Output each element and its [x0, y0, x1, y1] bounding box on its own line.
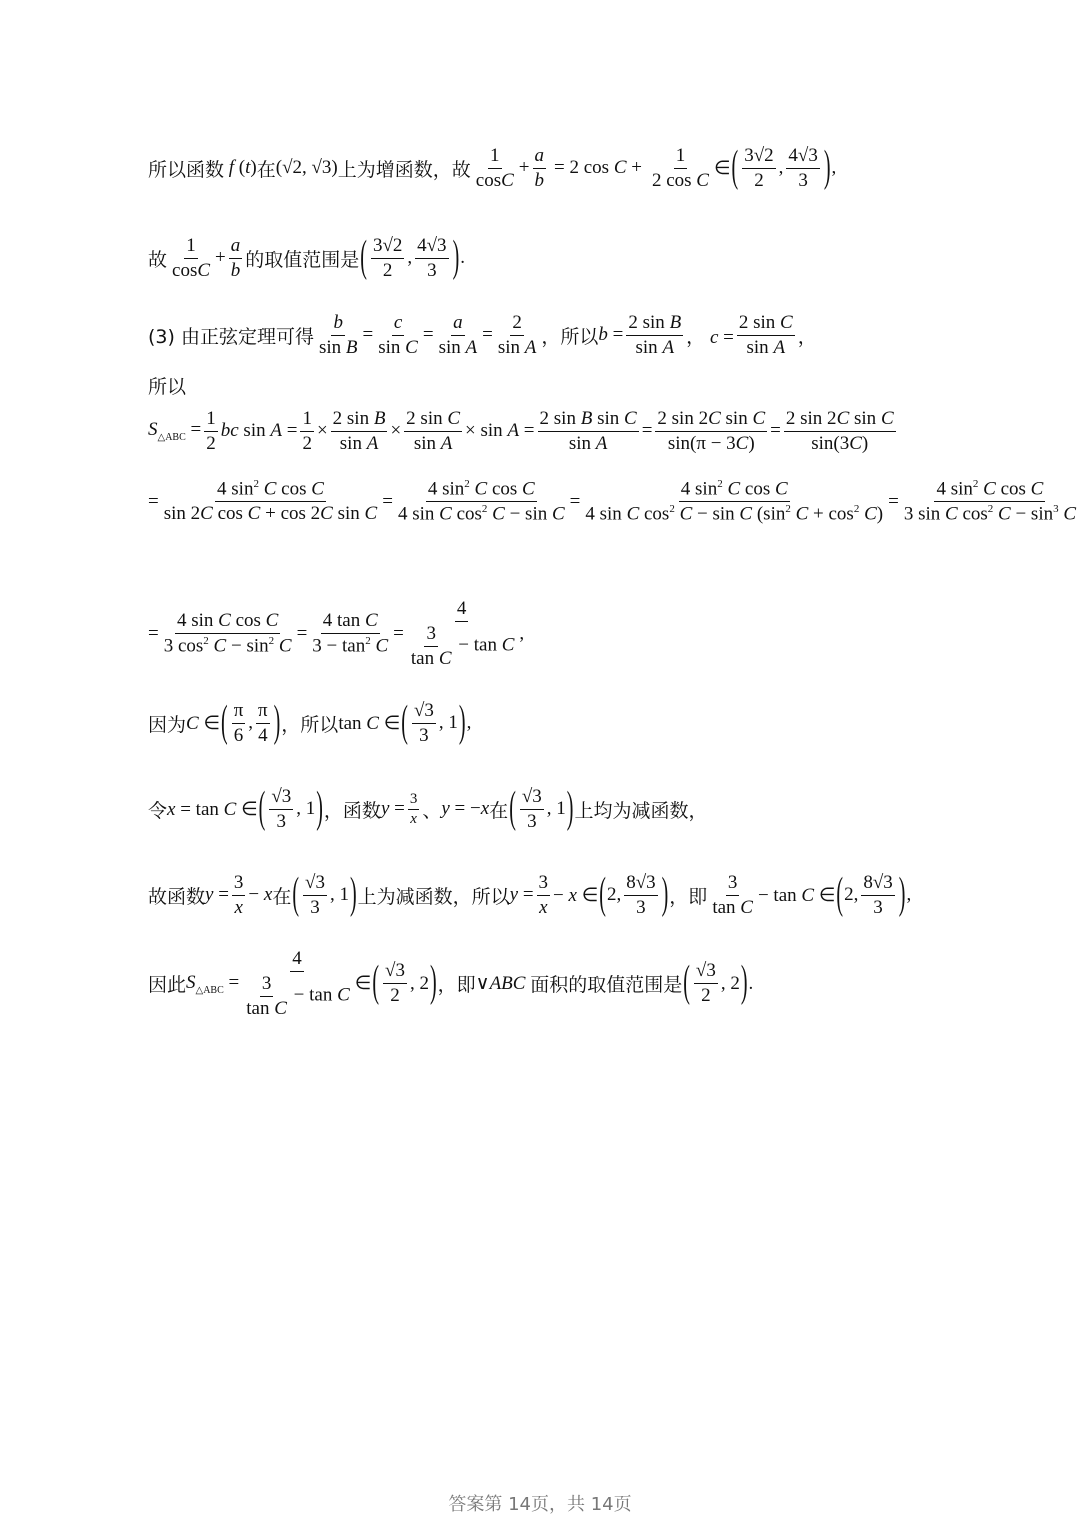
math-expr: ) [429, 958, 437, 1007]
math-expr: $S_{\triangle ABC}$ = [148, 419, 202, 444]
math-expr: 2, [606, 884, 622, 906]
math-expr: ) [566, 784, 574, 833]
text-segment: 故函数 [148, 885, 206, 908]
math-expr: × sin A = [465, 420, 535, 442]
math-expr: ) [273, 698, 281, 747]
math-expr: , [407, 247, 413, 269]
math-expr: y = [509, 884, 534, 906]
fraction: $\frac{√3}{3}$ [271, 786, 292, 832]
fraction: $\frac{1}{2}$ [206, 408, 216, 454]
math-expr: $S_{\triangle ABC}$ = [186, 971, 240, 996]
line-3 [148, 312, 817, 359]
math-expr: ( [372, 958, 380, 1007]
math-expr: ( [731, 143, 739, 192]
text-segment: ，函数 [323, 799, 381, 822]
math-expr: ， c = [686, 326, 734, 348]
line-10 [148, 872, 911, 919]
math-expr: , 1 [296, 798, 316, 820]
fraction: $\frac{\text{2 sin B}}{\text{sin A}}$ [628, 312, 682, 358]
fraction: $\frac{4 \sin^2 C \cos C}{4 \sin C \cos^2 C - \sin C}$ [397, 478, 565, 525]
math-expr: = [148, 622, 159, 644]
text-segment: ，所以 [281, 713, 339, 736]
text-segment: 的取值范围是 [245, 248, 360, 271]
page-footer: 答案第 14页，共 14页 [448, 1494, 632, 1515]
fraction: $\frac{\text{4 sin C cos C}}{3 \cos^2 C - \sin^2 C}$ [163, 610, 292, 657]
text-segment: ，即 [437, 974, 476, 997]
math-expr: t [245, 157, 251, 179]
math-expr: = [296, 622, 308, 644]
text-segment: 故 [148, 248, 168, 271]
math-expr: ( [836, 870, 844, 919]
math-expr: = [393, 622, 404, 644]
math-expr: = [569, 490, 581, 512]
math-expr: b [598, 324, 608, 346]
math-expr: . [748, 972, 754, 994]
fraction: 4 $\frac{3}{\text{tan C}}$ − tan C [246, 948, 350, 1019]
fraction: $\frac{\pi}{6}$ [233, 700, 244, 746]
text-segment: 上为增函数，故 [337, 158, 471, 181]
fraction: $\frac{√3}{3}$ [305, 872, 325, 918]
math-expr: , [831, 157, 837, 179]
line-2 [148, 235, 465, 282]
line-6 [148, 478, 1080, 525]
fraction: $\frac{1}{2}$ [302, 408, 312, 454]
math-expr: + [518, 157, 530, 179]
text-segment: 、 [422, 799, 442, 822]
fraction: $\frac{a}{b}$ [534, 145, 545, 191]
math-expr: , 2 [720, 972, 740, 994]
math-expr: − x ∈ [553, 884, 599, 906]
text-segment: 因为 [148, 713, 187, 736]
math-expr: ( [360, 233, 367, 282]
line-9 [148, 786, 707, 833]
math-expr: = [641, 420, 653, 442]
math-expr: ( [221, 698, 228, 747]
text-segment: 上为减函数，所以 [357, 885, 510, 908]
math-expr: ) [823, 143, 831, 192]
math-expr: ) [452, 233, 460, 282]
math-expr: ( [238, 157, 246, 179]
fraction: $\frac{\text{2 sin C}}{\text{sin A}}$ [738, 312, 793, 358]
fraction: $\frac{1}{\cos C}$ [172, 235, 211, 281]
math-expr: ( [292, 870, 300, 919]
text-segment: 在 [256, 158, 276, 181]
fraction: $\frac{\text{2 sin B sin C}}{\text{sin A}}$ [539, 408, 637, 454]
math-expr: ∈ [713, 157, 731, 179]
math-expr: , [248, 712, 254, 734]
text-segment: (3) 由正弦定理可得 [148, 325, 314, 348]
math-expr: y = [380, 798, 405, 820]
math-expr: y = −x [441, 798, 490, 820]
fraction: $\frac{8√3}{3}$ [863, 872, 893, 918]
math-expr: , [466, 712, 472, 734]
math-expr: , [778, 157, 784, 179]
math-expr: ) [250, 157, 257, 179]
fraction: $\frac{1}{\cos C}$ [475, 145, 514, 191]
math-expr: x = tan C ∈ [167, 798, 258, 820]
text-segment: 所以 [148, 376, 187, 398]
text-segment: 在 [489, 799, 509, 822]
fraction: $\frac{3√2}{2}$ [744, 145, 774, 191]
math-expr: × [390, 420, 402, 442]
fraction: $\frac{√3}{3}$ [413, 700, 434, 746]
fraction: $\frac{3}{x}$ [409, 790, 418, 827]
fraction: $\frac{√3}{2}$ [695, 960, 716, 1007]
math-expr: bc sin A = [220, 420, 298, 442]
line-11 [148, 948, 753, 1020]
text-segment: 因此 [148, 974, 187, 997]
fraction: $\frac{3}{\text{tan C}}$ [712, 872, 753, 918]
math-expr: = [148, 490, 159, 512]
line-5 [148, 408, 899, 455]
fraction: $\frac{3}{x}$ [538, 872, 549, 918]
math-expr: ) [316, 784, 323, 833]
math-expr: × [316, 420, 328, 442]
math-expr: ∈ [354, 973, 372, 995]
fraction: 4 $\frac{3}{\text{tan C}}$ − tan C [410, 598, 515, 669]
line-7 [148, 598, 524, 670]
fraction: $\frac{a}{b}$ [230, 235, 241, 281]
math-expr: C ∈ [186, 712, 221, 734]
math-expr: . [460, 247, 465, 269]
fraction: $\frac{√3}{3}$ [521, 786, 542, 832]
math-expr: ( [599, 870, 606, 919]
fraction: $\frac{a}{\text{sin A}}$ [438, 312, 478, 358]
fraction: $\frac{8√3}{3}$ [626, 872, 656, 918]
math-expr: ， [797, 326, 817, 348]
fraction: $\frac{3√2}{2}$ [372, 235, 403, 281]
math-expr: ) [661, 870, 669, 919]
text-segment: ，所以 [541, 325, 599, 348]
fraction: $\frac{4 \sin^2 C \cos C}{\text{sin 2C cos C + cos 2C sin C}}$ [163, 478, 378, 525]
math-expr: , 1 [546, 798, 566, 820]
math-expr: ( [683, 958, 690, 1007]
math-expr: = [422, 324, 434, 346]
line-4 [148, 372, 186, 399]
fraction: $\frac{3}{x}$ [233, 872, 244, 918]
fraction: $\frac{c}{\text{sin C}}$ [378, 312, 418, 358]
fraction: $\frac{b}{\text{sin B}}$ [318, 312, 358, 358]
math-expr: , 1 [438, 712, 458, 734]
math-expr: = 2 cos C + [554, 157, 642, 179]
math-expr: = [362, 324, 374, 346]
math-expr: − x [248, 884, 273, 906]
math-expr: ) [740, 958, 748, 1007]
text-segment: 面积的取值范围是 [530, 974, 683, 997]
fraction: $\frac{\text{2 sin B}}{\text{sin A}}$ [332, 408, 386, 454]
fraction: $\frac{2}{\text{sin A}}$ [497, 312, 537, 358]
math-expr: ) [349, 870, 357, 919]
math-expr: = [607, 324, 624, 346]
math-expr: tan C ∈ [338, 712, 401, 734]
math-expr: = [888, 490, 899, 512]
fraction: $\frac{\pi}{4}$ [258, 700, 268, 746]
math-expr: y = [205, 884, 229, 906]
math-expr: ( [509, 784, 516, 833]
math-expr: (√2, √3) [275, 157, 338, 179]
math-expr: ( [401, 698, 408, 747]
math-expr: ( [258, 784, 266, 833]
math-expr: , [519, 622, 525, 644]
math-expr: , 2 [409, 972, 429, 994]
math-expr: , [906, 884, 912, 906]
math-expr: ) [898, 870, 906, 919]
math-expr: ) [458, 698, 466, 747]
fraction: $\frac{4 \sin^2 C \cos C}{3 \sin C \cos^2 C - \sin^3 C}$ [903, 478, 1077, 525]
math-expr: = [770, 420, 781, 442]
text-segment: 所以函数 [148, 158, 225, 181]
text-segment: 令 [148, 799, 168, 822]
line-8 [148, 700, 471, 747]
fraction: $\frac{4√3}{3}$ [417, 235, 447, 281]
math-expr: ∨ABC [475, 973, 526, 995]
text-segment: ，即 [669, 885, 708, 908]
fraction: $\frac{4 \sin^2 C \cos C}{4 \sin C \cos^2 C - \sin C (\sin^2 C + \cos^2 C)}$ [585, 478, 884, 525]
fraction: $\frac{4√3}{3}$ [788, 145, 818, 191]
fraction: $\frac{\text{2 sin C}}{\text{sin A}}$ [406, 408, 461, 454]
math-expr: 2, [844, 884, 859, 906]
text-segment: 在 [272, 885, 292, 908]
math-expr: − tan C ∈ [757, 884, 836, 906]
math-expr: = [382, 490, 393, 512]
math-expr: , 1 [329, 884, 349, 906]
math-expr: f [224, 157, 239, 179]
fraction: $\frac{√3}{2}$ [385, 960, 405, 1007]
math-expr: + [215, 247, 226, 269]
text-segment: 上均为减函数， [574, 799, 708, 822]
fraction: $\frac{\text{2 sin 2C sin C}}{\sin(\pi - 3C)}$ [657, 408, 766, 454]
fraction: $\frac{\text{4 tan C}}{3 - \tan^2 C}$ [312, 610, 389, 657]
math-expr: = [482, 324, 493, 346]
fraction: $\frac{1}{\text{2 cos C}}$ [651, 145, 709, 191]
fraction: $\frac{\text{2 sin 2C sin C}}{\sin(3C)}$ [785, 408, 894, 454]
line-1 [148, 145, 836, 192]
